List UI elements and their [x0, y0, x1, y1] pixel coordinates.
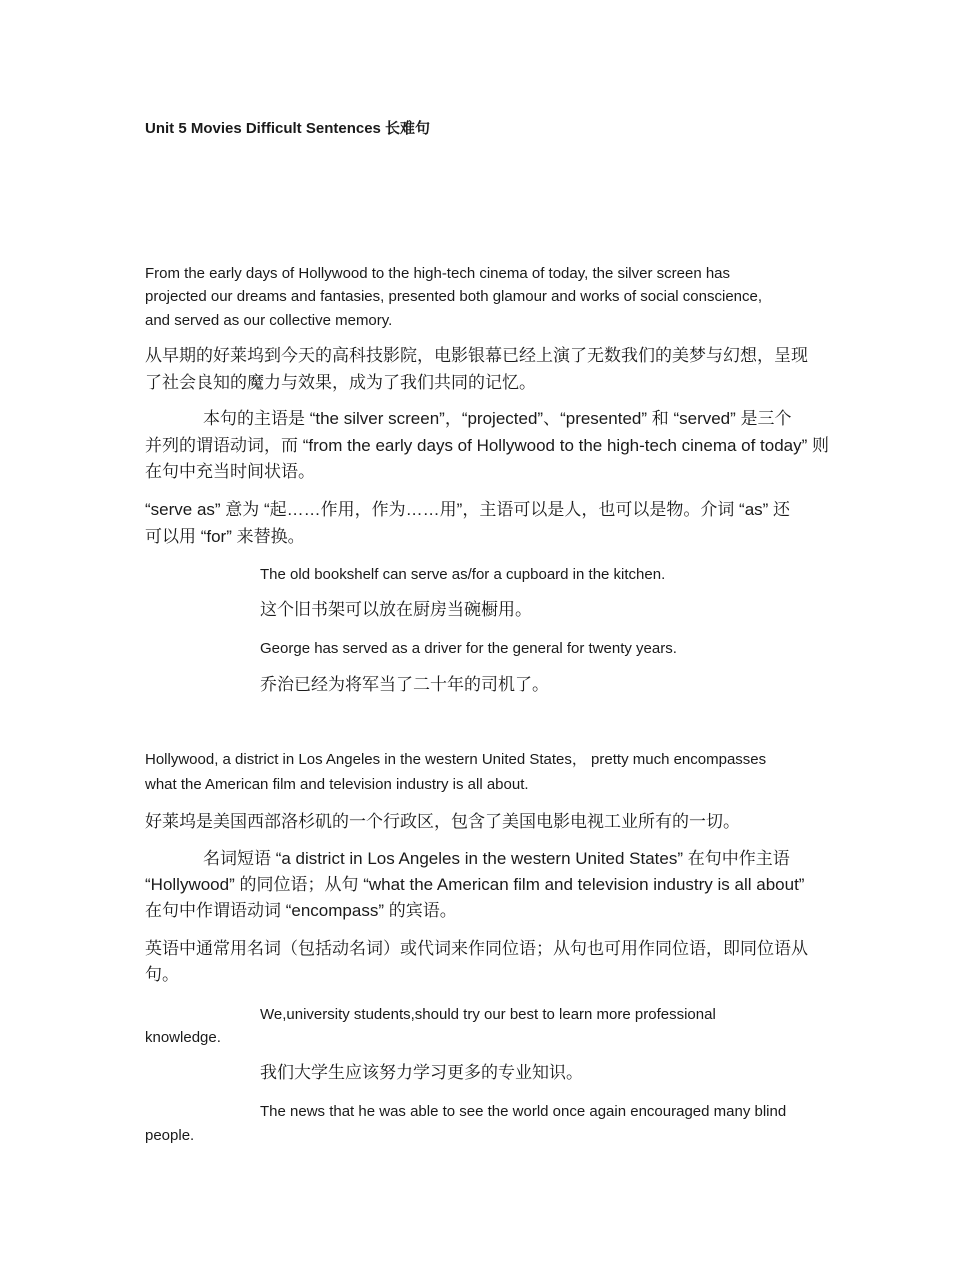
sentence2-en-line1: Hollywood, a district in Los Angeles in the western United States， pretty much encompasses	[145, 751, 767, 768]
example2-en: George has served as a driver for the general for twenty years.	[260, 640, 677, 657]
sentence2-note-line2: 句。	[145, 965, 179, 984]
sentence2-analysis-line3: 在句中作谓语动词 “encompass” 的宾语。	[145, 901, 457, 920]
example3-en-line1: We,university students,should try our best to learn more professional	[260, 1006, 716, 1023]
sentence1-note-line2: 可以用 “for” 来替换。	[145, 527, 305, 546]
example1-en: The old bookshelf can serve as/for a cupboard in the kitchen.	[260, 566, 666, 583]
example4-en-line1: The news that he was able to see the world once again encouraged many blind	[260, 1103, 787, 1120]
sentence2-analysis-line1: 名词短语 “a district in Los Angeles in the western United States” 在句中作主语	[203, 849, 790, 868]
sentence1-note-line1: “serve as” 意为 “起……作用，作为……用”，主语可以是人，也可以是物。介词 “as” 还	[145, 500, 791, 519]
sentence1-en-line1: From the early days of Hollywood to the high-tech cinema of today, the silver screen has	[145, 265, 731, 282]
example4-en-line2: people.	[145, 1127, 195, 1144]
sentence1-analysis-line1: 本句的主语是 “the silver screen”，“projected”、“presented” 和 “served” 是三个	[203, 409, 792, 428]
sentence1-en-line3: and served as our collective memory.	[145, 312, 393, 329]
example2-zh: 乔治已经为将军当了二十年的司机了。	[260, 675, 549, 694]
sentence1-analysis-line2: 并列的谓语动词，而 “from the early days of Hollywood to the high-tech cinema of today” 则	[145, 436, 830, 455]
example1-zh: 这个旧书架可以放在厨房当碗橱用。	[260, 600, 532, 619]
example3-zh: 我们大学生应该努力学习更多的专业知识。	[260, 1063, 583, 1082]
sentence2-analysis-line2: “Hollywood” 的同位语；从句 “what the American film and television industry is all about”	[145, 875, 805, 894]
sentence1-zh-line2: 了社会良知的魔力与效果，成为了我们共同的记忆。	[145, 373, 536, 392]
sentence1-en-line2: projected our dreams and fantasies, presented both glamour and works of social conscience,	[145, 288, 763, 305]
sentence2-en-line2: what the American film and television industry is all about.	[145, 776, 529, 793]
sentence2-note-line1: 英语中通常用名词（包括动名词）或代词来作同位语；从句也可用作同位语，即同位语从	[145, 939, 808, 958]
sentence2-zh: 好莱坞是美国西部洛杉矶的一个行政区，包含了美国电影电视工业所有的一切。	[145, 812, 740, 831]
sentence1-analysis-line3: 在句中充当时间状语。	[145, 462, 315, 481]
page-title: Unit 5 Movies Difficult Sentences 长难句	[145, 120, 431, 137]
sentence1-zh-line1: 从早期的好莱坞到今天的高科技影院，电影银幕已经上演了无数我们的美梦与幻想，呈现	[145, 346, 808, 365]
example3-en-line2: knowledge.	[145, 1029, 221, 1046]
